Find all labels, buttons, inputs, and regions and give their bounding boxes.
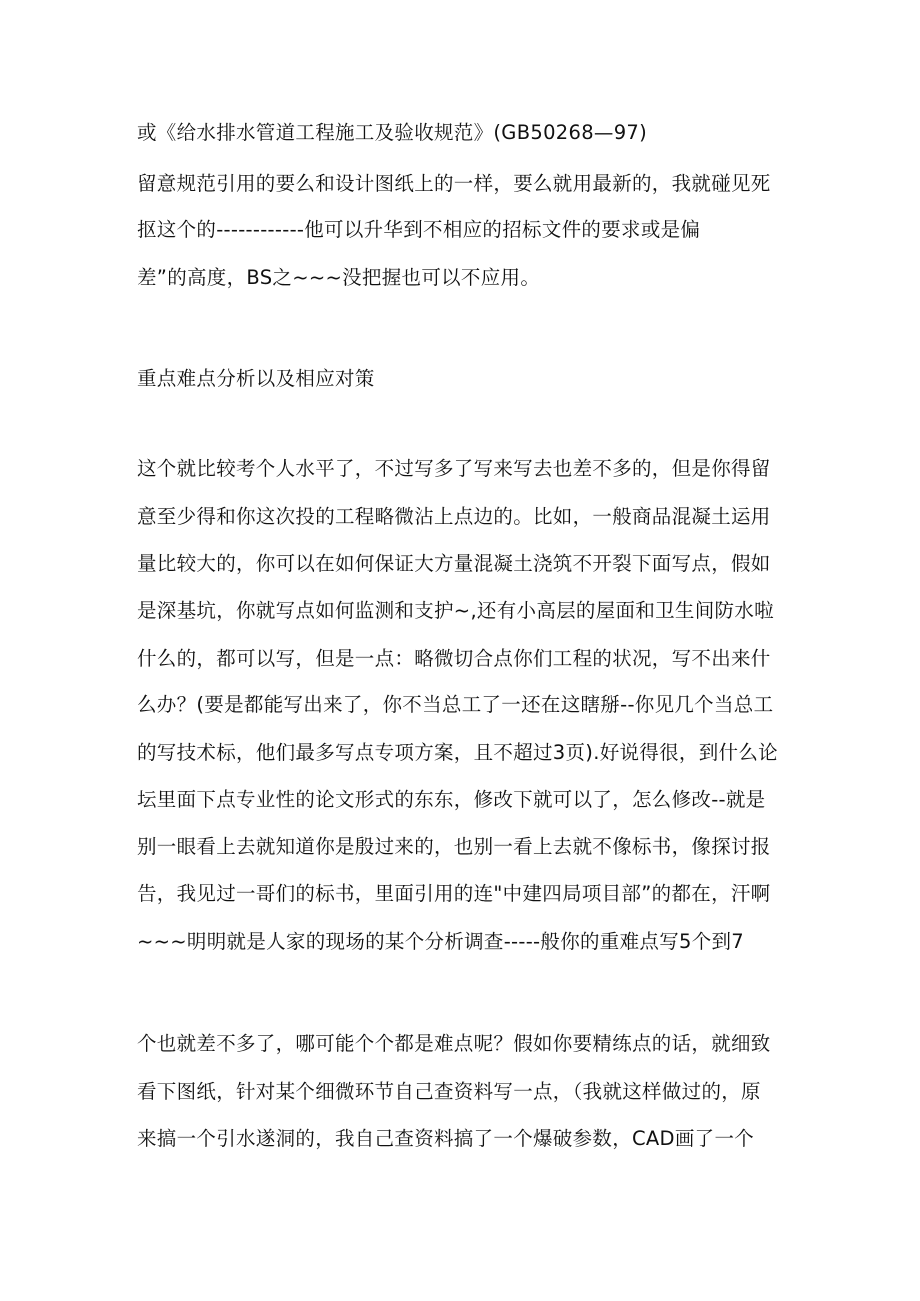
paragraph-line: 么办？(要是都能写出来了，你不当总工了一还在这瞎掰--你见几个当总工 xyxy=(137,693,774,716)
paragraph-line: 别一眼看上去就知道你是殷过来的，也别一看上去就不像标书，像探讨报 xyxy=(137,835,771,858)
paragraph-line: 量比较大的，你可以在如何保证大方量混凝土浇筑不开裂下面写点，假如 xyxy=(137,552,771,575)
paragraph-line: 留意规范引用的要么和设计图纸上的一样，要么就用最新的，我就碰见死 xyxy=(137,172,771,195)
paragraph-line: 坛里面下点专业性的论文形式的东东，修改下就可以了，怎么修改--就是 xyxy=(137,788,766,811)
paragraph-line: 看下图纸，针对某个细微环节自己查资料写一点，（我就这样做过的，原 xyxy=(137,1080,761,1103)
paragraph-line: 是深基坑，你就写点如何监测和支护~,还有小高层的屋面和卫生间防水啦 xyxy=(137,599,774,622)
paragraph-line: 抠这个的------------他可以升华到不相应的招标文件的要求或是偏 xyxy=(137,218,701,241)
paragraph-line: 告，我见过一哥们的标书，里面引用的连"中建四局项目部”的都在，汗啊 xyxy=(137,882,771,905)
paragraph-line: 来搞一个引水遂洞的，我自己查资料搞了一个爆破参数，CAD画了一个 xyxy=(137,1127,755,1150)
paragraph-line: ~~~明明就是人家的现场的某个分析调查-----般你的重难点写5个到7 xyxy=(137,930,745,953)
paragraph-line: 什么的，都可以写，但是一点：略微切合点你们工程的状况，写不出来什 xyxy=(137,647,771,670)
paragraph-line: 差”的高度，BS之~~~没把握也可以不应用。 xyxy=(137,266,541,289)
paragraph-line: 或《给水排水管道工程施工及验收规范》(GB50268—97) xyxy=(137,121,648,144)
section-heading: 重点难点分析以及相应对策 xyxy=(137,367,375,390)
paragraph-line: 这个就比较考个人水平了，不过写多了写来写去也差不多的，但是你得留 xyxy=(137,457,771,480)
paragraph-line: 意至少得和你这次投的工程略微沾上点边的。比如，一般商品混凝土运用 xyxy=(137,505,771,528)
paragraph-line: 个也就差不多了，哪可能个个都是难点呢？假如你要精练点的话，就细致 xyxy=(137,1032,771,1055)
paragraph-line: 的写技术标，他们最多写点专项方案，且不超过3页).好说得很，到什么论 xyxy=(137,741,778,764)
